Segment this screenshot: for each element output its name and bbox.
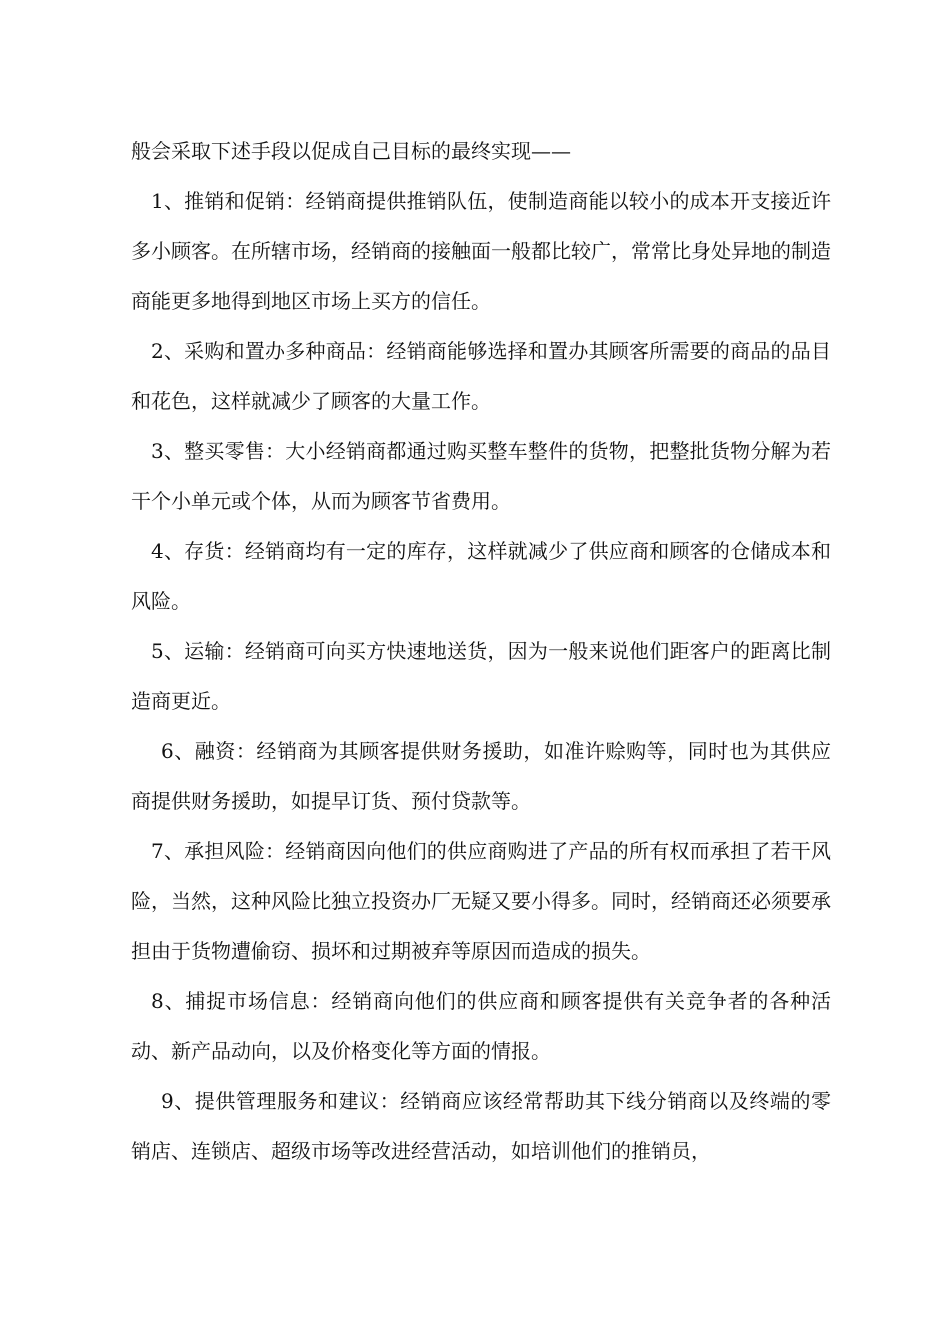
paragraph-management-services: 9、提供管理服务和建议：经销商应该经常帮助其下线分销商以及终端的零销店、连锁店、超级市场等改进经营活动，如培训他们的推销员， (131, 1089, 831, 1163)
paragraph-financing: 6、融资：经销商为其顾客提供财务援助，如准许赊购等，同时也为其供应商提供财务援助，如提早订货、预付贷款等。 (131, 739, 831, 813)
paragraph-promotion: 1、推销和促销：经销商提供推销队伍，使制造商能以较小的成本开支接近许多小顾客。在所辖市场，经销商的接触面一般都比较广，常常比身处异地的制造商能更多地得到地区市场上买方的信任。 (131, 189, 831, 313)
document-body (131, 126, 831, 1176)
paragraph-inventory: 4、存货：经销商均有一定的库存，这样就减少了供应商和顾客的仓储成本和风险。 (131, 539, 831, 613)
paragraph-risk: 7、承担风险：经销商因向他们的供应商购进了产品的所有权而承担了若干风险，当然，这种风险比独立投资办厂无疑又要小得多。同时，经销商还必须要承担由于货物遭偷窃、损坏和过期被弃等原因而造成的损失。 (131, 839, 831, 963)
intro-paragraph: 般会采取下述手段以促成自己目标的最终实现—— (131, 139, 571, 163)
paragraph-purchasing: 2、采购和置办多种商品：经销商能够选择和置办其顾客所需要的商品的品目和花色，这样就减少了顾客的大量工作。 (131, 339, 831, 413)
paragraph-market-info: 8、捕捉市场信息：经销商向他们的供应商和顾客提供有关竞争者的各种活动、新产品动向，以及价格变化等方面的情报。 (131, 989, 831, 1063)
paragraph-bulk-breaking: 3、整买零售：大小经销商都通过购买整车整件的货物，把整批货物分解为若干个小单元或个体，从而为顾客节省费用。 (131, 439, 831, 513)
paragraph-transport: 5、运输：经销商可向买方快速地送货，因为一般来说他们距客户的距离比制造商更近。 (131, 639, 831, 713)
